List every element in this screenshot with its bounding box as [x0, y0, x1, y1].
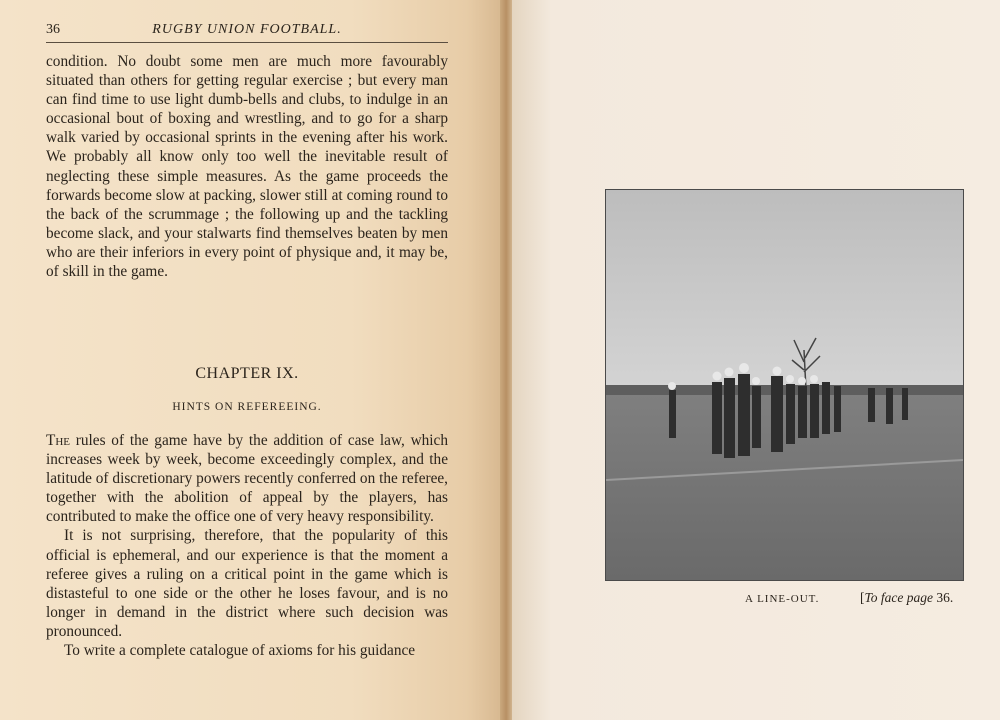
face-page-note — [860, 590, 953, 606]
chapter-title: CHAPTER IX. — [195, 365, 299, 382]
face-page-bracket: [ — [860, 590, 865, 605]
plate-caption: A LINE-OUT. — [745, 593, 820, 605]
page-number: 36 — [46, 22, 60, 37]
body-paragraph-1-text: rules of the game have by the addition of case law, which increases week by week, become exceedingly complex, and the latitude of discretionary powers recently conferred on the referee, together with the abolition of appeal by the players, has contributed to make the office one of very heavy responsibility. — [46, 432, 448, 526]
body-paragraph-1 — [46, 431, 448, 526]
chapter-body — [46, 431, 448, 660]
photograph-image — [606, 190, 963, 580]
opening-paragraph: condition. No doubt some men are much more favourably situated than others for getting regular exercise ; but every man can find time to use light dumb-bells and clubs, to indulge in an occasional bout of boxing and wrestling, and to go for a sharp walk varied by occasional sprints in the evening after his work. We probably all know only too well the inevitable result of neglecting these simple measures. As the game proceeds the forwards become slow at packing, slower still at coming round to the back of the scrummage ; the following up and the tackling become slack, and your stalwarts find themselves beaten by men who are their inferiors in every point of physique and, it may be, of skill in the game. — [46, 53, 448, 281]
face-page-number: 36. — [933, 590, 954, 605]
opening-paragraph-block — [46, 52, 448, 281]
body-paragraph-2: It is not surprising, therefore, that the popularity of this official is ephemeral, and our experience is that the moment a referee gives a ruling on a critical point in the game which is distasteful to one side or the other he loses favour, and is no longer in demand in the district where such decision was pronounced. — [46, 527, 448, 640]
line-out-photograph — [605, 189, 964, 581]
running-title: RUGBY UNION FOOTBALL. — [152, 22, 342, 37]
face-page-label: To face page — [864, 590, 933, 605]
chapter-subtitle: HINTS ON REFEREEING. — [172, 401, 322, 413]
body-paragraph-3: To write a complete catalogue of axioms for his guidance — [64, 642, 416, 660]
running-head — [46, 22, 448, 43]
first-word: The — [46, 432, 71, 449]
